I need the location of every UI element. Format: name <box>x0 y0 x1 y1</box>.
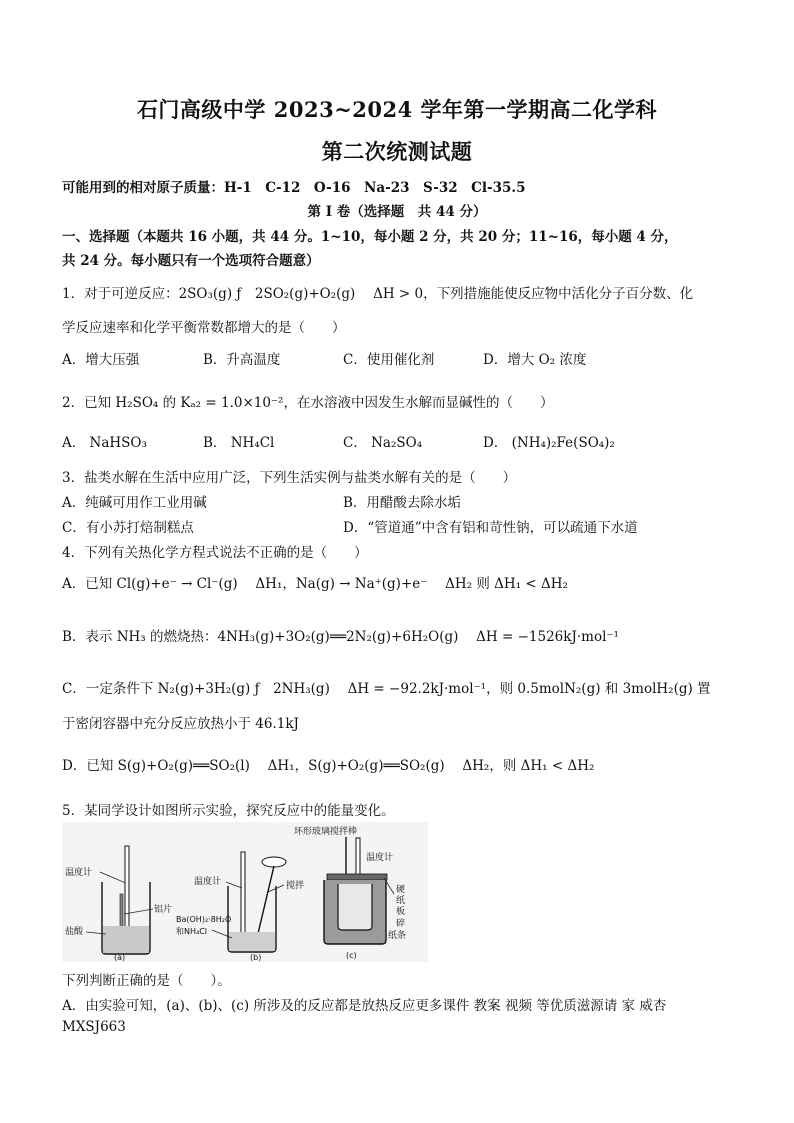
c-board-label-1: 硬 <box>396 885 406 895</box>
c-board-label-3: 板 <box>396 907 406 917</box>
c-caption: (c) <box>346 951 357 960</box>
a-acid-liquid <box>103 926 149 953</box>
footer-code: MXSJ663 <box>62 1019 126 1035</box>
q1-stem-1: 1．对于可逆反应：2SO₃(g) ƒ 2SO₂(g)+O₂(g) ΔH > 0，下列措施能使反应物中活化分子百分数、化 <box>62 286 694 302</box>
a-al-label: 铝片 <box>154 905 173 915</box>
q4-stem: 4．下列有关热化学方程式说法不正确的是（ ） <box>62 545 368 561</box>
q2-option-a: A． NaHSO₃ <box>62 435 147 451</box>
a-thermometer <box>125 846 129 940</box>
a-acid-label: 盐酸 <box>65 927 84 937</box>
b-stir-label: 搅拌 <box>286 881 305 891</box>
section-heading-2: 共 24 分。每小题只有一个选项符合题意） <box>62 253 320 269</box>
c-thermometer-label: 温度计 <box>366 853 394 863</box>
q3-option-c: C．有小苏打焙制糕点 <box>62 520 194 536</box>
exam-title: 石门高级中学 2023~2024 学年第一学期高二化学科 <box>136 97 658 122</box>
b-thermometer-label: 温度计 <box>194 877 222 887</box>
q5-stem: 5．某同学设计如图所示实验，探究反应中的能量变化。 <box>62 803 395 819</box>
q4-option-a: A．已知 Cl(g)+e⁻ → Cl⁻(g) ΔH₁，Na(g) → Na⁺(g)+e⁻ ΔH₂ 则 ΔH₁ < ΔH₂ <box>62 576 568 592</box>
atomic-masses: 可能用到的相对原子质量：H-1 C-12 O-16 Na-23 S-32 Cl-35.5 <box>62 180 526 196</box>
volume-title: 第 I 卷（选择题 共 44 分） <box>307 204 487 220</box>
q3-option-d: D．“管道通”中含有铝和苛性钠，可以疏通下水道 <box>343 520 638 536</box>
b-reagent-label-1: Ba(OH)₂·8H₂O <box>176 915 232 924</box>
c-board-label-2: 纸 <box>396 896 406 906</box>
exam-subtitle: 第二次统测试题 <box>321 139 473 164</box>
c-inner-beaker <box>338 884 372 930</box>
c-rod-label: 环形玻璃搅拌棒 <box>294 827 358 837</box>
q5-option-a: A．由实验可知，(a)、(b)、(c) 所涉及的反应都是放热反应更多课件 教案 视频 等优质滋源请 家 威杏 <box>62 998 667 1014</box>
q3-stem: 3．盐类水解在生活中应用广泛，下列生活实例与盐类水解有关的是（ ） <box>62 470 517 486</box>
b-thermometer <box>241 852 245 942</box>
c-cardboard-lid <box>327 874 387 880</box>
b-reagent-solid <box>229 932 275 951</box>
section-heading-1: 一、选择题（本题共 16 小题，共 44 分。1~10，每小题 2 分，共 20 分；11~16，每小题 4 分， <box>62 229 678 245</box>
a-caption: (a) <box>114 953 126 962</box>
experiment-figure <box>62 822 428 962</box>
q1-option-a: A．增大压强 <box>62 352 140 368</box>
a-thermometer-label: 温度计 <box>65 868 93 878</box>
q5-judge: 下列判断正确的是（ ）。 <box>62 973 231 989</box>
q3-option-b: B．用醋酸去除水垢 <box>343 495 461 511</box>
q2-stem: 2．已知 H₂SO₄ 的 Kₐ₂ = 1.0×10⁻²，在水溶液中因发生水解而显碱性的（ ） <box>62 395 554 411</box>
q1-stem-2: 学反应速率和化学平衡常数都增大的是（ ） <box>62 320 346 336</box>
b-caption: (b) <box>250 953 262 962</box>
q1-option-c: C．使用催化剂 <box>343 352 435 368</box>
q2-option-c: C． Na₂SO₄ <box>343 435 423 451</box>
q4-option-b: B．表示 NH₃ 的燃烧热：4NH₃(g)+3O₂(g)══2N₂(g)+6H₂O(g) ΔH = −1526kJ·mol⁻¹ <box>62 629 619 645</box>
q4-option-c-1: C．一定条件下 N₂(g)+3H₂(g) ƒ 2NH₃(g) ΔH = −92.2kJ·mol⁻¹，则 0.5molN₂(g) 和 3molH₂(g) 置 <box>62 681 711 697</box>
q1-option-d: D．增大 O₂ 浓度 <box>483 352 587 368</box>
q3-option-a: A．纯碱可用作工业用碱 <box>62 495 207 511</box>
q1-option-b: B．升高温度 <box>203 352 281 368</box>
b-reagent-label-2: 和NH₄Cl <box>176 927 208 936</box>
q2-option-b: B． NH₄Cl <box>203 435 275 451</box>
q4-option-c-2: 于密闭容器中充分反应放热小于 46.1kJ <box>62 716 299 732</box>
q4-option-d: D．已知 S(g)+O₂(g)══SO₂(l) ΔH₁，S(g)+O₂(g)══SO₂(g) ΔH₂，则 ΔH₁ < ΔH₂ <box>62 758 595 774</box>
q2-option-d: D． (NH₄)₂Fe(SO₄)₂ <box>483 435 615 451</box>
c-paper-label-2: 纸条 <box>388 931 407 941</box>
b-stir-cap <box>262 857 286 867</box>
c-paper-label-1: 碎 <box>396 919 406 929</box>
